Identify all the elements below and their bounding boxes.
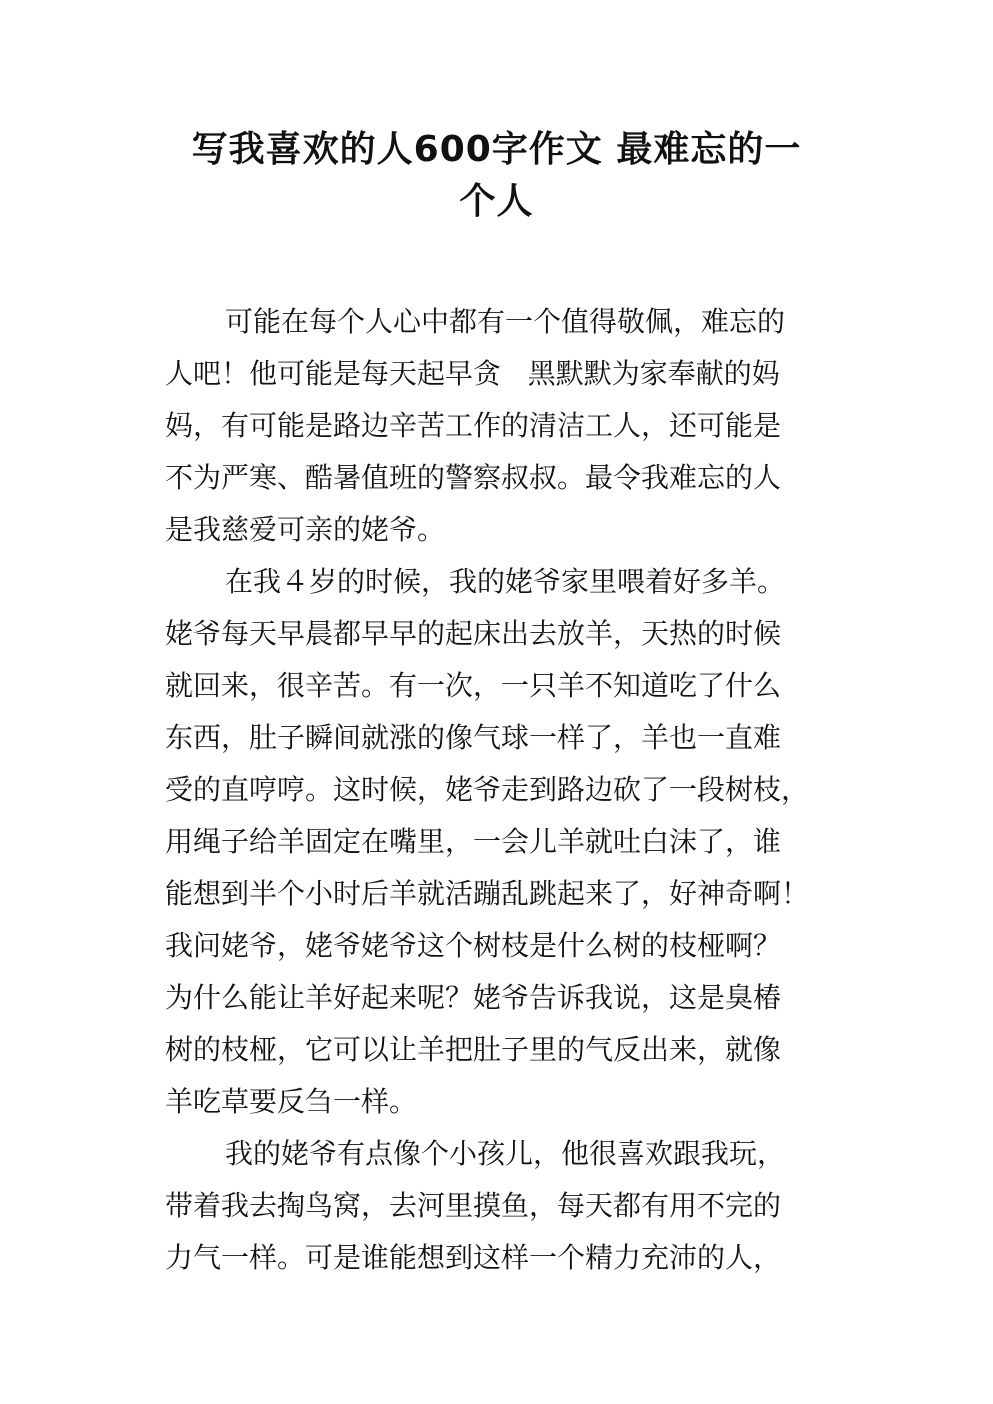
essay-body	[165, 296, 845, 1284]
paragraph-1-line: 是我慈爱可亲的姥爷。	[165, 513, 446, 546]
paragraph-2-line: 东西，肚子瞬间就涨的像气球一样了，羊也一直难	[165, 721, 782, 754]
paragraph-1-line: 妈，有可能是路边辛苦工作的清洁工人，还可能是	[165, 409, 782, 442]
paragraph-2-line: 就回来，很辛苦。有一次，一只羊不知道吃了什么	[165, 669, 782, 702]
paragraph-2-line: 用绳子给羊固定在嘴里，一会儿羊就吐白沫了，谁	[165, 825, 782, 858]
paragraph-1-line: 不为严寒、酷暑值班的警察叔叔。最令我难忘的人	[165, 461, 782, 494]
paragraph-3-line: 我的姥爷有点像个小孩儿，他很喜欢跟我玩，	[225, 1137, 786, 1170]
paragraph-2-line: 为什么能让羊好起来呢？姥爷告诉我说，这是臭椿	[165, 981, 782, 1014]
paragraph-1-line: 人吧！他可能是每天起早贪 黑默默为家奉献的妈	[165, 357, 780, 390]
paragraph-2-line: 我问姥爷，姥爷姥爷这个树枝是什么树的枝桠啊？	[165, 929, 782, 962]
paragraph-1-line: 可能在每个人心中都有一个值得敬佩，难忘的	[225, 305, 786, 338]
paragraph-2-line: 树的枝桠，它可以让羊把肚子里的气反出来，就像	[165, 1033, 782, 1066]
paragraph-2-line: 能想到半个小时后羊就活蹦乱跳起来了，好神奇啊！	[165, 877, 810, 910]
title-line-1: 写我喜欢的人600字作文 最难忘的一	[191, 129, 802, 170]
paragraph-2-line: 受的直哼哼。这时候，姥爷走到路边砍了一段树枝，	[165, 773, 810, 806]
document-title	[160, 124, 833, 228]
title-line-2: 个人	[459, 181, 534, 222]
paragraph-3-line: 带着我去掏鸟窝，去河里摸鱼，每天都有用不完的	[165, 1189, 782, 1222]
paragraph-3-line: 力气一样。可是谁能想到这样一个精力充沛的人，	[165, 1241, 782, 1274]
paragraph-2-line: 姥爷每天早晨都早早的起床出去放羊，天热的时候	[165, 617, 782, 650]
paragraph-2-line: 羊吃草要反刍一样。	[165, 1085, 418, 1118]
paragraph-2-line: 在我４岁的时候，我的姥爷家里喂着好多羊。	[225, 565, 786, 598]
